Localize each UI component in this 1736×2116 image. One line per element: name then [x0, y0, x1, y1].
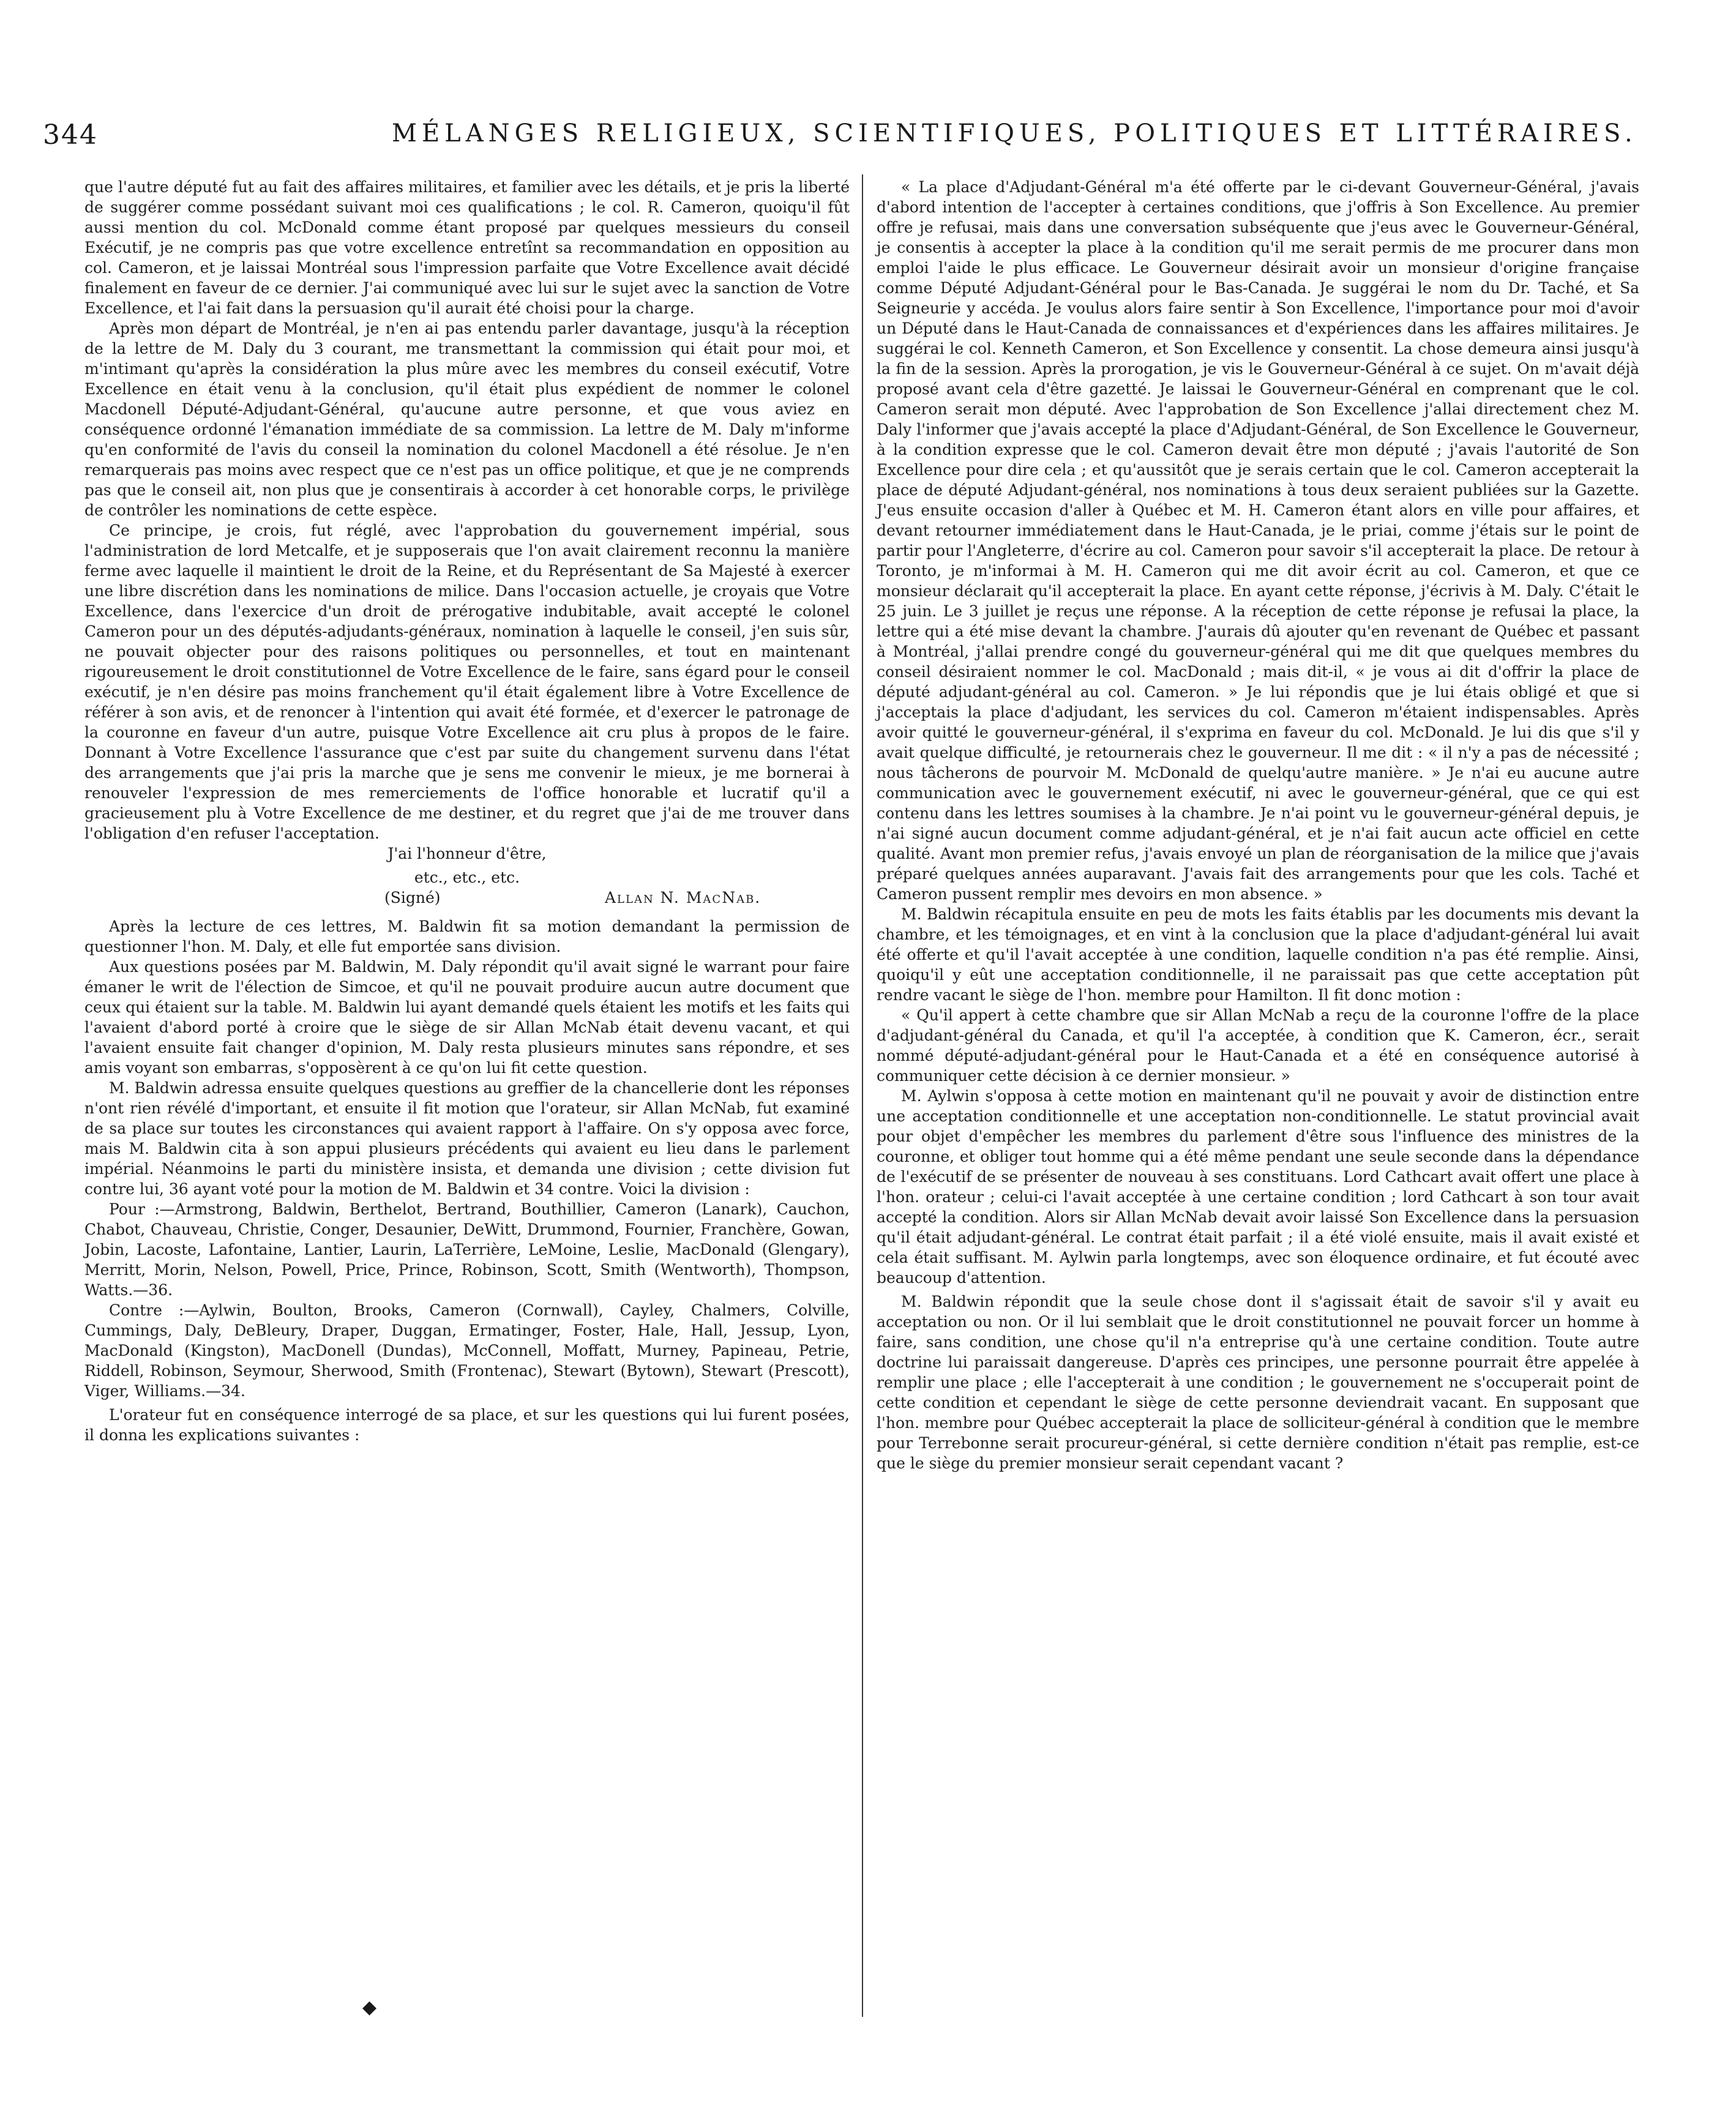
paragraph: M. Baldwin adressa ensuite quelques questions au greffier de la chancellerie dont les réponses n'ont rien révélé d'important, et ensuite il fit motion que l'orateur, sir Allan McNab, fut examiné de sa place sur toutes les circonstances qui avaient rapport à l'affaire. On s'y opposa avec force, mais M. Baldwin cita à son appui plusieurs précédents qui avaient eu lieu dans le parlement impérial. Néanmoins le parti du ministère insista, et demanda une division ; cette division fut contre lui, 36 ayant voté pour la motion de M. Baldwin et 34 contre. Voici la division : [84, 1079, 850, 1198]
paragraph: Aux questions posées par M. Baldwin, M. Daly répondit qu'il avait signé le warrant pour faire émaner le writ de l'élection de Simcoe, et qu'il ne pouvait produire aucun autre document que ceux qui étaient sur la table. M. Baldwin lui ayant demandé quels étaient les motifs et les faits qui l'avaient d'abord porté à croire que le siège de sir Allan McNab était devenu vacant, et qui l'avaient ensuite fait changer d'opinion, M. Daly resta plusieurs minutes sans répondre, et ses amis voyant son embarras, s'opposèrent à ce qu'on lui fit cette question. [84, 958, 850, 1077]
page-number: 344 [43, 119, 98, 151]
paragraph: L'orateur fut en conséquence interrogé de sa place, et sur les questions qui lui furent posées, il donna les explications suivantes : [84, 1406, 850, 1444]
signature-name: Allan N. MacNab. [605, 889, 761, 907]
ink-blot-icon: ◆ [362, 1997, 377, 2018]
vote-list-for: Pour :—Armstrong, Baldwin, Berthelot, Bertrand, Bouthillier, Cameron (Lanark), Cauchon, Chabot, Chauveau, Christie, Conger, Desaunier, DeWitt, Drummond, Fournier, Franchère, Gowan, Jobin, Lacoste, Lafontaine, Lantier, Laurin, LaTerrière, LeMoine, Leslie, MacDonald (Glengary), Merritt, Morin, Nelson, Powell, Price, Prince, Robinson, Scott, Smith (Wentworth), Thompson, Watts.—36. [84, 1200, 850, 1299]
letter-etc: etc., etc., etc. [414, 869, 520, 886]
testimony-quote: « La place d'Adjudant-Général m'a été offerte par le ci-devant Gouverneur-Général, j'avais d'abord intention de l'accepter à certaines conditions, que j'offris à Son Excellence. Au premier offre je refusai, mais dans une conversation subséquente que j'eus avec le Gouverneur-Général, je consentis à accepter la place à la condition qu'il me serait permis de me procurer dans mon emploi l'aide le plus efficace. Le Gouverneur désirait avoir un monsieur d'origine française comme Député Adjudant-Général pour le Bas-Canada. Je suggérai le nom du Dr. Taché, et Sa Seigneurie y accéda. Je voulus alors faire sentir à Son Excellence, l'importance pour moi d'avoir un Député dans le Haut-Canada de connaissances et d'expériences dans les affaires militaires. Je suggérai le col. Kenneth Cameron, et Son Excellence y consentit. La chose demeura ainsi jusqu'à la fin de la session. Après la prorogation, je vis le Gouverneur-Général à ce sujet. On m'avait déjà proposé avant cela d'être gazetté. Je laissai le Gouverneur-Général en comprenant que le col. Cameron serait mon député. Avec l'approbation de Son Excellence j'allai directement chez M. Daly l'informer que j'avais accepté la place d'Adjudant-Général, de Son Excellence le Gouverneur, à la condition expresse que le col. Cameron devait être mon député ; j'avais l'autorité de Son Excellence pour dire cela ; et qu'aussitôt que je serais certain que le col. Cameron accepterait la place de député Adjudant-général, nos nominations à tous deux seraient publiées sur la Gazette. J'eus ensuite occasion d'aller à Québec et M. H. Cameron étant alors en ville pour affaires, et devant retourner immédiatement dans le Haut-Canada, je le priai, comme j'étais sur le point de partir pour l'Angleterre, d'écrire au col. Cameron pour savoir s'il accepterait la place. De retour à Toronto, je m'informai à M. H. Cameron qui me dit avoir écrit au col. Cameron, et que ce monsieur déclarait qu'il accepterait la place. En ayant cette réponse, j'écrivis à M. Daly. C'était le 25 juin. Le 3 juillet je reçus une réponse. A la réception de cette réponse je refusai la place, la lettre qui a été mise devant la chambre. J'aurais dû ajouter qu'en revenant de Québec et passant à Montréal, j'allai prendre congé du gouverneur-général qui me dit que quelques membres du conseil désiraient nommer le col. MacDonald ; mais dit-il, « je vous ai dit d'offrir la place de député adjudant-général au col. Cameron. » Je lui répondis que je lui étais obligé et que si j'acceptais la place d'adjudant, les services du col. Cameron m'étaient indispensables. Après avoir quitté le gouverneur-général, il s'exprima en faveur du col. McDonald. Je lui dis que s'il y avait quelque difficulté, je retournerais chez le gouverneur. Il me dit : « il n'y a pas de nécessité ; nous tâcherons de pourvoir M. McDonald de quelqu'autre manière. » Je n'ai eu aucune autre communication avec le gouvernement exécutif, ni avec le gouverneur-général, que ce qui est contenu dans les lettres soumises à la chambre. Je n'ai point vu le gouverneur-général depuis, je n'ai signé aucun document comme adjudant-général, et je n'ai fait aucun acte officiel en cette qualité. Avant mon premier refus, j'avais envoyé un plan de réorganisation de la milice que j'avais préparé quelques années auparavant. J'avais fait des arrangements pour que les cols. Taché et Cameron pussent remplir mes devoirs en mon absence. » [877, 178, 1639, 903]
paragraph: que l'autre député fut au fait des affaires militaires, et familier avec les détails, et je pris la liberté de suggérer comme possédant suivant moi ces qualifications ; le col. R. Cameron, quoiqu'il fût aussi mention du col. McDonald comme étant proposé par quelques messieurs du conseil Exécutif, je ne compris pas que votre excellence entretînt sa recommandation en opposition au col. Cameron, et je laissai Montréal sous l'impression parfaite que Votre Excellence avait décidé finalement en faveur de ce dernier. J'ai communiqué avec lui sur le sujet avec la sanction de Votre Excellence, et l'ai fait dans la persuasion qu'il aurait été choisi pour la charge. [84, 178, 850, 317]
signature-label: (Signé) [384, 889, 441, 907]
vote-list-against: Contre :—Aylwin, Boulton, Brooks, Cameron (Cornwall), Cayley, Chalmers, Colville, Cummings, Daly, DeBleury, Draper, Duggan, Ermatinger, Foster, Hale, Hall, Jessup, Lyon, MacDonald (Kingston), MacDonell (Dundas), McConnell, Moffatt, Murney, Papineau, Petrie, Riddell, Robinson, Seymour, Sherwood, Smith (Frontenac), Stewart (Bytown), Stewart (Prescott), Viger, Williams.—34. [84, 1301, 850, 1400]
paragraph: Après la lecture de ces lettres, M. Baldwin fit sa motion demandant la permission de questionner l'hon. M. Daly, et elle fut emportée sans division. [84, 918, 850, 955]
paragraph: M. Baldwin récapitula ensuite en peu de mots les faits établis par les documents mis devant la chambre, et les témoignages, et en vint à la conclusion que la place d'adjudant-général lui avait été offerte et qu'il l'avait acceptée à une condition, laquelle condition n'a pas été remplie. Ainsi, quoiqu'il y eût une acceptation conditionnelle, il ne paraissait pas que cette acceptation pût rendre vacant le siège de l'hon. membre pour Hamilton. Il fit donc motion : [877, 905, 1639, 1004]
running-title: MÉLANGES RELIGIEUX, SCIENTIFIQUES, POLITIQUES ET LITTÉRAIRES. [392, 119, 1637, 148]
paragraph: Après mon départ de Montréal, je n'en ai pas entendu parler davantage, jusqu'à la réception de la lettre de M. Daly du 3 courant, me transmettant la commission qui était pour moi, et m'intimant qu'après la considération la plus mûre avec les membres du conseil exécutif, Votre Excellence en était venu à la conclusion, qu'il était plus expédient de nommer le colonel Macdonell Député-Adjudant-Général, qu'aucune autre personne, et que vous aviez en conséquence ordonné l'émanation immédiate de sa commission. La lettre de M. Daly m'informe qu'en conformité de l'avis du conseil la nomination du colonel Macdonell a été résolue. Je n'en remarquerais pas moins avec respect que ce n'est pas un office politique, et que je ne comprends pas que le conseil ait, non plus que je consentirais à accorder à cet honorable corps, le privilège de contrôler les nominations de cette espèce. [84, 320, 850, 519]
page-header [43, 119, 1736, 156]
paragraph: M. Aylwin s'opposa à cette motion en maintenant qu'il ne pouvait y avoir de distinction entre une acceptation conditionnelle et une acceptation non-conditionnelle. Le statut provincial avait pour objet d'empêcher les membres du parlement d'être sous l'influence des ministres de la couronne, et obliger tout homme qui a été même pendant une seule seconde dans la dépendance de l'exécutif de se présenter de nouveau à ses constituans. Lord Cathcart avait offert une place à l'hon. orateur ; celui-ci l'avait acceptée à une certaine condition ; lord Cathcart à son tour avait accepté la condition. Alors sir Allan McNab devait avoir laissé Son Excellence dans la persuasion qu'il était adjudant-général. Le contrat était parfait ; il a été violé ensuite, mais il avait existé et cela était suffisant. M. Aylwin parla longtemps, avec son éloquence ordinaire, et fut écouté avec beaucoup d'attention. [877, 1087, 1639, 1287]
column-divider [862, 174, 863, 2017]
left-column [84, 177, 850, 1445]
motion-quote: « Qu'il appert à cette chambre que sir Allan McNab a reçu de la couronne l'offre de la place d'adjudant-général du Canada, et qu'il l'a acceptée, à condition que K. Cameron, écr., serait nommé député-adjudant-général pour le Haut-Canada et a été en conséquence autorisé à communiquer cette décision à ce dernier monsieur. » [877, 1006, 1639, 1085]
paragraph: M. Baldwin répondit que la seule chose dont il s'agissait était de savoir s'il y avait eu acceptation ou non. Or il lui semblait que le droit constitutionnel ne pouvait forcer un homme à faire, sans condition, une chose qu'il n'a entreprise qu'à une certaine condition. Toute autre doctrine lui paraissait dangereuse. D'après ces principes, une personne pourrait être appelée à remplir une place ; elle l'accepterait à une condition ; le gouvernement ne s'occuperait point de cette condition et cependant le siège de cette personne deviendrait vacant. En supposant que l'hon. membre pour Québec accepterait la place de solliciteur-général à condition que le membre pour Terrebonne serait procureur-général, si cette dernière condition n'était pas remplie, est-ce que le siège du premier monsieur serait cependant vacant ? [877, 1293, 1639, 1472]
paragraph: Ce principe, je crois, fut réglé, avec l'approbation du gouvernement impérial, sous l'administration de lord Metcalfe, et je supposerais que l'on avait clairement reconnu la manière ferme avec laquelle il maintient le droit de la Reine, et du Représentant de Sa Majesté à exercer une libre discrétion dans les nominations de milice. Dans l'occasion actuelle, je croyais que Votre Excellence, dans l'exercice d'un droit de prérogative indubitable, avait accepté le colonel Cameron pour un des députés-adjudants-généraux, nomination à laquelle le conseil, j'en suis sûr, ne pouvait objecter pour des raisons politiques ou personnelles, et tout en maintenant rigoureusement le droit constitutionnel de Votre Excellence de le faire, sans égard pour le conseil exécutif, je n'en désire pas moins franchement qu'il était également libre à Votre Excellence de référer à son avis, et de renoncer à l'intention qui avait été formée, et d'exercer le patronage de la couronne en faveur d'un autre, puisque Votre Excellence ait cru plus à propos de le faire. Donnant à Votre Excellence l'assurance que c'est par suite du changement survenu dans l'état des arrangements que j'ai pris la marche que je sens me convenir le mieux, je me bornerai à renouveler l'expression de mes remerciements de l'office honorable et lucratif qu'il a gracieusement plu à Votre Excellence de me destiner, et du regret que j'ai de me trouver dans l'obligation d'en refuser l'acceptation. [84, 522, 850, 842]
letter-signature [84, 888, 850, 908]
letter-salutation: J'ai l'honneur d'être, [387, 845, 547, 862]
right-column [877, 177, 1639, 1473]
